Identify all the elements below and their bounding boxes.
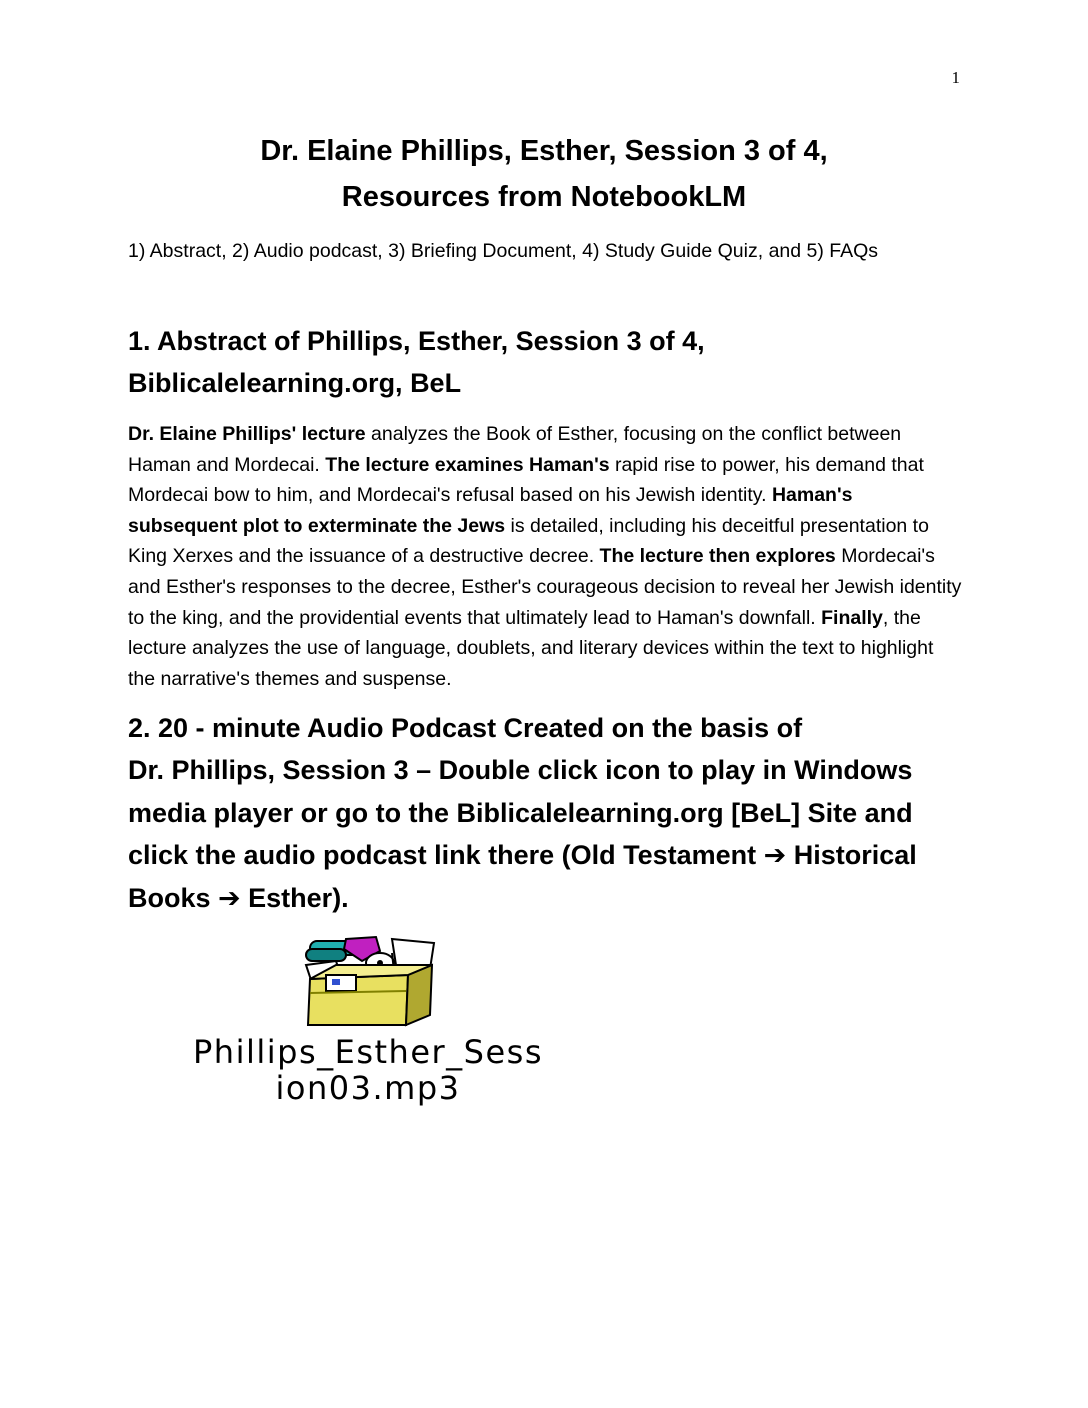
section-1-heading-line-1: 1. Abstract of Phillips, Esther, Session 3 of 4, bbox=[128, 326, 705, 356]
abstract-text-5: , the lecture analyzes the use of language, doublets, and literary devices within the text to highlight the narrative's themes and suspense. bbox=[128, 606, 934, 690]
section-2-line-3: media player or go to the Biblicalelearning.org [BeL] Site and bbox=[128, 797, 913, 828]
audio-file-label[interactable] bbox=[128, 1034, 608, 1106]
section-1-heading bbox=[128, 320, 968, 404]
section-2-heading bbox=[128, 707, 968, 919]
abstract-text-1: analyzes the Book of Esther, focusing on the conflict between Haman and Mordecai. bbox=[128, 423, 902, 476]
package-media-icon[interactable] bbox=[296, 935, 442, 1027]
section-2-line-5 bbox=[128, 877, 968, 919]
audio-file-label-line-2: ion03.mp3 bbox=[275, 1069, 461, 1107]
section-2-line-4a: click the audio podcast link there (Old Testament bbox=[128, 840, 764, 871]
abstract-bold-4: The lecture then explores bbox=[599, 545, 836, 568]
section-2-line-5a: Books bbox=[128, 882, 219, 913]
abstract-text-4: Mordecai's and Esther's responses to the decree, Esther's courageous decision to reveal her Jewish identity to the king, and the providential events that ultimately lead to Haman's downfall. bbox=[128, 545, 962, 629]
section-2-line-5b: Esther). bbox=[240, 882, 349, 913]
section-2-line-1: 2. 20 - minute Audio Podcast Created on the basis of bbox=[128, 713, 803, 743]
right-arrow-icon: ➔ bbox=[218, 882, 241, 913]
title-line-2: Resources from NotebookLM bbox=[341, 181, 747, 213]
contents-list: 1) Abstract, 2) Audio podcast, 3) Briefing Document, 4) Study Guide Quiz, and 5) FAQs bbox=[128, 240, 879, 262]
page-number: 1 bbox=[951, 68, 960, 87]
abstract-paragraph bbox=[128, 419, 964, 694]
section-1-heading-line-2: Biblicalelearning.org, BeL bbox=[128, 368, 462, 398]
abstract-bold-5: Finally bbox=[821, 606, 883, 629]
abstract-bold-2: The lecture examines Haman's bbox=[325, 453, 610, 476]
abstract-bold-1: Dr. Elaine Phillips' lecture bbox=[128, 423, 366, 445]
section-2-line-4 bbox=[128, 834, 968, 876]
abstract-bold-3: Haman's subsequent plot to exterminate the Jews bbox=[128, 484, 853, 537]
right-arrow-icon: ➔ bbox=[763, 840, 787, 871]
abstract-text-3: is detailed, including his deceitful presentation to King Xerxes and the issuance of a destructive decree. bbox=[128, 514, 929, 568]
section-2-line-2: Dr. Phillips, Session 3 – Double click icon to play in Windows bbox=[128, 755, 913, 786]
title-line-1: Dr. Elaine Phillips, Esther, Session 3 of 4, bbox=[260, 135, 828, 167]
document-title bbox=[128, 128, 960, 220]
audio-file-label-line-1: Phillips_Esther_Sess bbox=[192, 1033, 544, 1071]
abstract-text-2: rapid rise to power, his demand that Mordecai bow to him, and Mordecai's refusal based on his Jewish identity. bbox=[128, 453, 924, 507]
section-2-line-4b: Historical bbox=[786, 840, 917, 871]
